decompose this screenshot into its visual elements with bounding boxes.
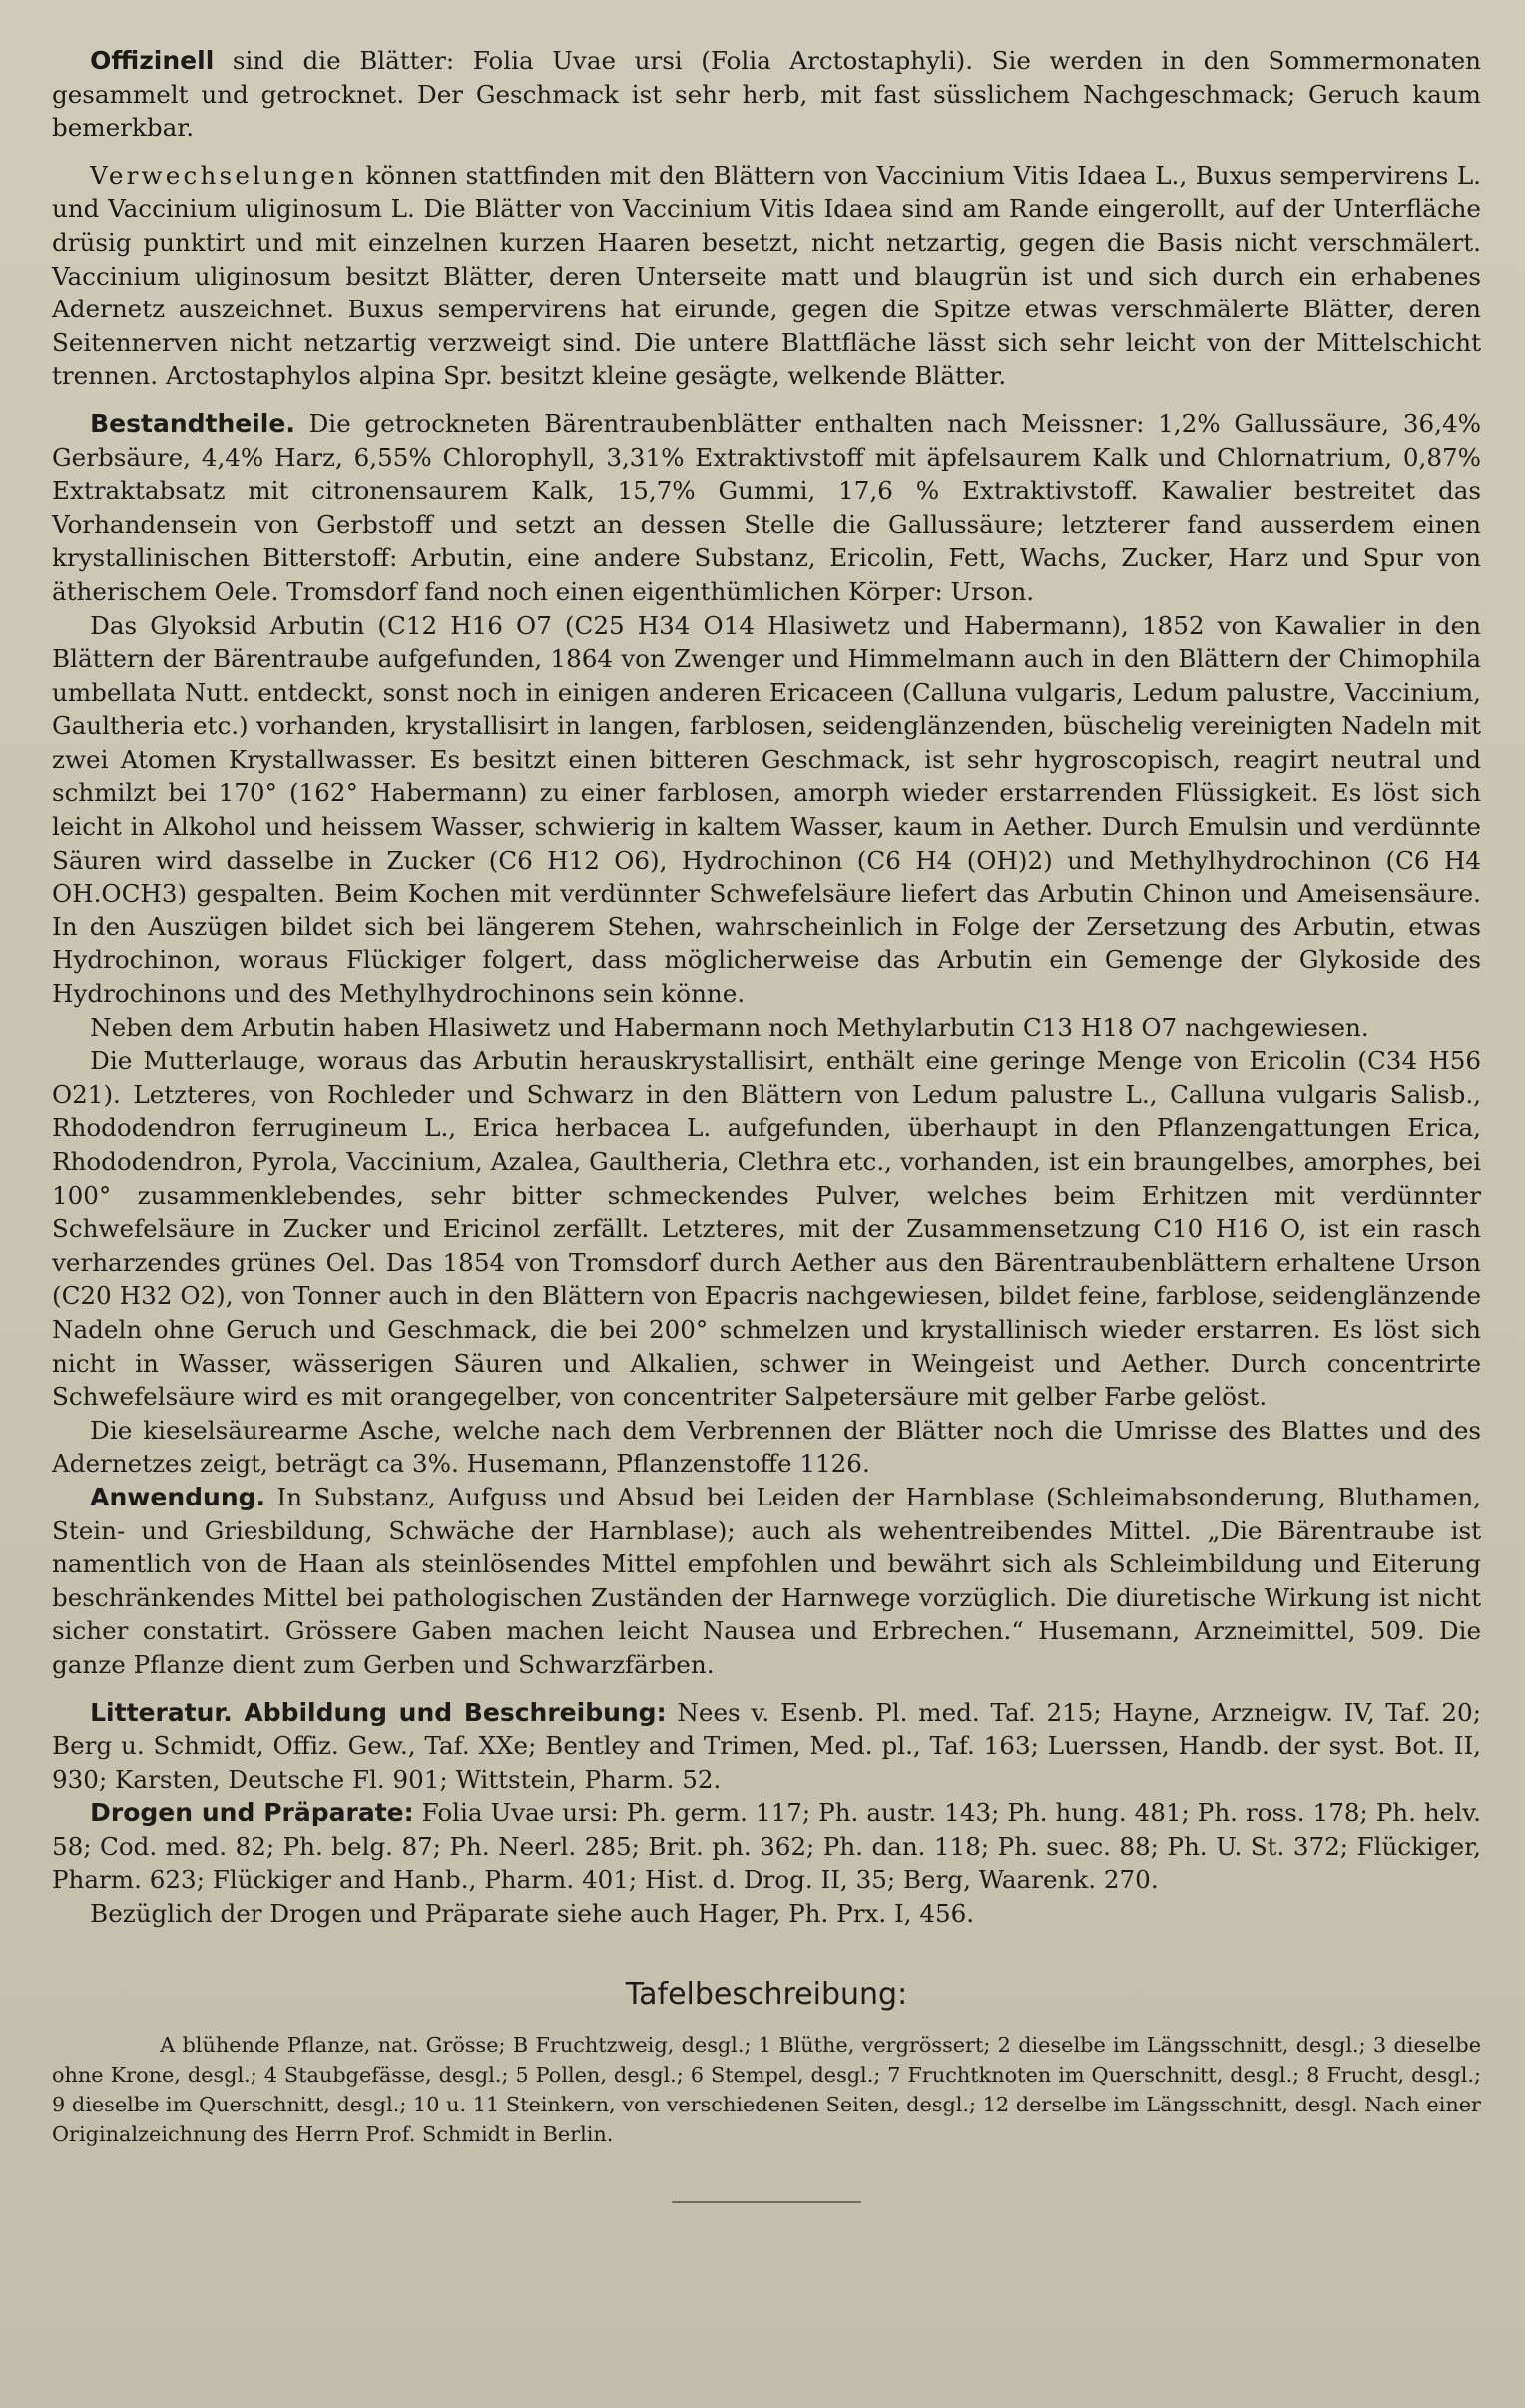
drogen-paragraph (52, 1796, 1481, 1897)
offizinell-text: sind die Blätter: Folia Uvae ursi (Folia Arctostaphyli). Sie werden in den Sommermonaten gesammelt und getrocknet. Der Geschmack ist sehr herb, mit fast süsslichem Nachgeschmack; Geruch kaum bemerkbar. (52, 46, 1481, 143)
drogen-heading: Drogen und Präparate: (90, 1798, 414, 1828)
drogen-text: Folia Uvae ursi: Ph. germ. 117; Ph. austr. 143; Ph. hung. 481; Ph. ross. 178; Ph. helv. 58; Cod. med. 82; Ph. belg. 87; Ph. Neerl. 285; Brit. ph. 362; Ph. dan. 118; Ph. suec. 88; Ph. U. St. 372; Flückiger, Pharm. 623; Flückiger and Hanb., Pharm. 401; Hist. d. Drog. II, 35; Berg, Waarenk. 270. (52, 1798, 1481, 1895)
tafelbeschreibung-heading: Tafelbeschreibung: (625, 1976, 908, 2012)
glyoksid-paragraph: Das Glyoksid Arbutin (C12 H16 O7 (C25 H34 O14 Hlasiwetz und Habermann), 1852 von Kawalier in den Blättern der Bärentraube aufgefunden, 1864 von Zwenger und Himmelmann auch in den Blättern der Chimophila umbellata Nutt. entdeckt, sonst noch in einigen anderen Ericaceen (Calluna vulgaris, Ledum palustre, Vaccinium, Gaultheria etc.) vorhanden, krystallisirt in langen, farblosen, seidenglänzenden, büschelig vereinigten Nadeln mit zwei Atomen Krystallwasser. Es besitzt einen bitteren Geschmack, ist sehr hygroscopisch, reagirt neutral und schmilzt bei 170° (162° Habermann) zu einer farblosen, amorph wieder erstarrenden Flüssigkeit. Es löst sich leicht in Alkohol und heissem Wasser, schwierig in kaltem Wasser, kaum in Aether. Durch Emulsin und verdünnte Säuren wird dasselbe in Zucker (C6 H12 O6), Hydrochinon (C6 H4 (OH)2) und Methylhydrochinon (C6 H4 OH.OCH3) gespalten. Beim Kochen mit verdünnter Schwefelsäure liefert das Arbutin Chinon und Ameisensäure. In den Auszügen bildet sich bei längerem Stehen, wahrscheinlich in Folge der Zersetzung des Arbutin, etwas Hydrochinon, woraus Flückiger folgert, dass möglicherweise das Arbutin ein Gemenge der Glykoside des Hydrochinons und des Methylhydrochinons sein könne. (52, 610, 1481, 1009)
methylarbutin-paragraph: Neben dem Arbutin haben Hlasiwetz und Habermann noch Methylarbutin C13 H18 O7 nachgewiesen. (90, 1012, 1369, 1042)
bestandtheile-paragraph (52, 407, 1481, 609)
bestandtheile-text: Die getrockneten Bärentraubenblätter enthalten nach Meissner: 1,2% Gallussäure, 36,4% Gerbsäure, 4,4% Harz, 6,55% Chlorophyll, 3,31% Extraktivstoff mit äpfelsaurem Kalk und Chlornatrium, 0,87% Extraktabsatz mit citronensaurem Kalk, 15,7% Gummi, 17,6 % Extraktivstoff. Kawalier bestreitet das Vorhandensein von Gerbstoff und setzt an dessen Stelle die Gallussäure; letzterer fand ausserdem einen krystallinischen Bitterstoff: Arbutin, eine andere Substanz, Ericolin, Fett, Wachs, Zucker, Harz und Spur von ätherischem Oele. Tromsdorf fand noch einen eigenthümlichen Körper: Urson. (52, 408, 1481, 606)
litteratur-heading: Litteratur. Abbildung und Beschreibung: (90, 1697, 667, 1727)
asche-paragraph: Die kieselsäurearme Asche, welche nach dem Verbrennen der Blätter noch die Umrisse des Blattes und des Adernetzes zeigt, beträgt ca 3%. Husemann, Pflanzenstoffe 1126. (52, 1415, 1481, 1479)
offizinell-paragraph (52, 44, 1481, 145)
mutterlauge-paragraph: Die Mutterlauge, woraus das Arbutin herauskrystallisirt, enthält eine geringe Menge von Ericolin (C34 H56 O21). Letzteres, von Rochleder und Schwarz in den Blättern von Ledum palustre L., Calluna vulgaris Salisb., Rhododendron ferrugineum L., Erica herbacea L. aufgefunden, überhaupt in den Pflanzengattungen Erica, Rhododendron, Pyrola, Vaccinium, Azalea, Gaultheria, Clethra etc., vorhanden, ist ein braungelbes, amorphes, bei 100° zusammenklebendes, sehr bitter schmeckendes Pulver, welches beim Erhitzen mit verdünnter Schwefelsäure in Zucker und Ericinol zerfällt. Letzteres, mit der Zusammensetzung C10 H16 O, ist ein rasch verharzendes grünes Oel. Das 1854 von Tromsdorf durch Aether aus den Bärentraubenblättern erhaltene Urson (C20 H32 O2), von Tonner auch in den Blättern von Epacris nachgewiesen, bildet feine, farblose, seidenglänzende Nadeln ohne Geruch und Geschmack, die bei 200° schmelzen und krystallinisch wieder erstarren. Es löst sich nicht in Wasser, wässerigen Säuren und Alkalien, schwer in Weingeist und Aether. Durch concentrirte Schwefelsäure wird es mit orangegelber, von concentriter Salpetersäure mit gelber Farbe gelöst. (52, 1046, 1481, 1412)
bestandtheile-heading: Bestandtheile. (90, 408, 295, 438)
litteratur-paragraph (52, 1696, 1481, 1797)
verwechselungen-text: können stattfinden mit den Blättern von Vaccinium Vitis Idaea L., Buxus sempervirens L. und Vaccinium uliginosum L. Die Blätter von Vaccinium Vitis Idaea sind am Rande eingerollt, auf der Unterfläche drüsig punktirt und mit einzelnen kurzen Haaren besetzt, nicht netzartig, gegen die Basis nicht verschmälert. Vaccinium uliginosum besitzt Blätter, deren Unterseite matt und blaugrün ist und sich durch ein erhabenes Adernetz auszeichnet. Buxus sempervirens hat eirunde, gegen die Spitze etwas verschmälerte Blätter, deren Seitennerven nicht netzartig verzweigt sind. Die untere Blattfläche lässt sich sehr leicht von der Mittelschicht trennen. Arctostaphylos alpina Spr. besitzt kleine gesägte, welkende Blätter. (52, 160, 1481, 391)
anwendung-paragraph (52, 1481, 1481, 1682)
bezueglich-paragraph: Bezüglich der Drogen und Präparate siehe auch Hager, Ph. Prx. I, 456. (90, 1899, 975, 1929)
verwechselungen-heading: Verwechselungen (90, 160, 357, 190)
offizinell-heading: Offizinell (90, 46, 215, 75)
closing-rule (672, 2201, 861, 2203)
litteratur-text: Nees v. Esenb. Pl. med. Taf. 215; Hayne, Arzneigw. IV, Taf. 20; Berg u. Schmidt, Offiz. Gew., Taf. XXe; Bentley and Trimen, Med. pl., Taf. 163; Luerssen, Handb. der syst. Bot. II, 930; Karsten, Deutsche Fl. 901; Wittstein, Pharm. 52. (52, 1697, 1481, 1794)
verwechselungen-paragraph (52, 159, 1481, 393)
tafelbeschreibung-text: A blühende Pflanze, nat. Grösse; B Fruchtzweig, desgl.; 1 Blüthe, vergrössert; 2 dieselbe im Längsschnitt, desgl.; 3 dieselbe ohne Krone, desgl.; 4 Staubgefässe, desgl.; 5 Pollen, desgl.; 6 Stempel, desgl.; 7 Fruchtknoten im Querschnitt, desgl.; 8 Frucht, desgl.; 9 dieselbe im Querschnitt, desgl.; 10 u. 11 Steinkern, von verschiedenen Seiten, desgl.; 12 derselbe im Längsschnitt, desgl. Nach einer Originalzeichnung des Herrn Prof. Schmidt in Berlin. (52, 2032, 1481, 2146)
anwendung-heading: Anwendung. (90, 1482, 266, 1511)
anwendung-text: In Substanz, Aufguss und Absud bei Leiden der Harnblase (Schleimabsonderung, Bluthamen, Stein- und Griesbildung, Schwäche der Harnblase); auch als wehentreibendes Mittel. „Die Bärentraube ist namentlich von de Haan als steinlösendes Mittel empfohlen und bewährt sich als Schleimbildung und Eiterung beschränkendes Mittel bei pathologischen Zuständen der Harnwege vorzüglich. Die diuretische Wirkung ist nicht sicher constatirt. Grössere Gaben machen leicht Nausea und Erbrechen.“ Husemann, Arzneimittel, 509. Die ganze Pflanze dient zum Gerben und Schwarzfärben. (52, 1482, 1481, 1679)
